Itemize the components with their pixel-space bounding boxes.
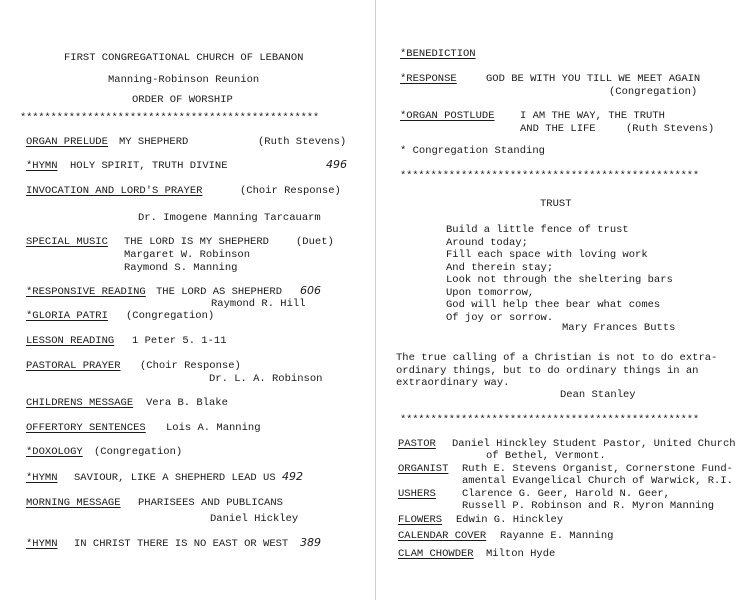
pastoral-prayer-note: (Choir Response) bbox=[140, 360, 241, 372]
response-note: (Congregation) bbox=[609, 86, 698, 98]
quote-line: ordinary things, but to do ordinary things in an bbox=[396, 365, 699, 377]
separator: ************************************************* bbox=[400, 414, 699, 426]
pastoral-prayer-leader: Dr. L. A. Robinson bbox=[209, 373, 323, 385]
organ-prelude-title: MY SHEPHERD bbox=[119, 136, 189, 148]
offertory-label: OFFERTORY SENTENCES bbox=[26, 422, 146, 434]
separator: ************************************************* bbox=[20, 112, 319, 124]
poem-title: TRUST bbox=[540, 198, 572, 210]
pastor-label: PASTOR bbox=[398, 438, 436, 450]
poem-line: Fill each space with loving work bbox=[446, 249, 648, 261]
response-label: *RESPONSE bbox=[400, 73, 457, 85]
pastoral-prayer-label: PASTORAL PRAYER bbox=[26, 360, 121, 372]
separator: ************************************************* bbox=[400, 170, 699, 182]
responsive-reading-label: *RESPONSIVE READING bbox=[26, 286, 146, 298]
poem-line: Upon tomorrow, bbox=[446, 287, 535, 299]
hymn-title: SAVIOUR, LIKE A SHEPHERD LEAD US bbox=[74, 472, 276, 484]
special-music-label: SPECIAL MUSIC bbox=[26, 236, 108, 248]
invocation-note: (Choir Response) bbox=[240, 185, 341, 197]
special-music-title: THE LORD IS MY SHEPHERD bbox=[124, 236, 269, 248]
hymn-number: 492 bbox=[282, 470, 303, 483]
clam-chowder-value: Milton Hyde bbox=[486, 548, 556, 560]
right-page bbox=[375, 0, 750, 600]
clam-chowder-label: CLAM CHOWDER bbox=[398, 548, 474, 560]
poem-line: Of joy or sorrow. bbox=[446, 312, 554, 324]
poem-line: Around today; bbox=[446, 237, 528, 249]
quote-author: Dean Stanley bbox=[560, 389, 636, 401]
standing-note: * Congregation Standing bbox=[400, 145, 545, 157]
lesson-reading-label: LESSON READING bbox=[26, 335, 115, 347]
organ-postlude-title: I AM THE WAY, THE TRUTH bbox=[520, 110, 665, 122]
poem-author: Mary Frances Butts bbox=[562, 322, 676, 334]
hymn-title: HOLY SPIRIT, TRUTH DIVINE bbox=[70, 160, 228, 172]
gloria-patri-label: *GLORIA PATRI bbox=[26, 310, 108, 322]
calendar-cover-label: CALENDAR COVER bbox=[398, 530, 487, 542]
offertory-leader: Lois A. Manning bbox=[166, 422, 261, 434]
hymn-label: *HYMN bbox=[26, 472, 58, 484]
organist-label: ORGANIST bbox=[398, 463, 449, 475]
benediction-label: *BENEDICTION bbox=[400, 48, 476, 60]
doxology-note: (Congregation) bbox=[94, 446, 183, 458]
hymn-label: *HYMN bbox=[26, 538, 58, 550]
organ-prelude-performer: (Ruth Stevens) bbox=[258, 136, 347, 148]
quote-line: The true calling of a Christian is not to do extra- bbox=[396, 352, 718, 364]
poem-line: And therein stay; bbox=[446, 262, 554, 274]
calendar-cover-value: Rayanne E. Manning bbox=[500, 530, 614, 542]
poem-line: God will help thee bear what comes bbox=[446, 299, 661, 311]
order-title: ORDER OF WORSHIP bbox=[132, 94, 233, 106]
invocation-label: INVOCATION AND LORD'S PRAYER bbox=[26, 185, 203, 197]
quote-line: extraordinary way. bbox=[396, 377, 510, 389]
ushers-value-cont: Russell P. Robinson and R. Myron Manning bbox=[462, 500, 715, 512]
flowers-label: FLOWERS bbox=[398, 514, 443, 526]
organ-postlude-title-cont: AND THE LIFE bbox=[520, 123, 596, 135]
doxology-label: *DOXOLOGY bbox=[26, 446, 83, 458]
hymn-number: 496 bbox=[326, 158, 347, 171]
invocation-leader: Dr. Imogene Manning Tarcauarm bbox=[138, 212, 321, 224]
hymn-title: IN CHRIST THERE IS NO EAST OR WEST bbox=[74, 538, 289, 550]
responsive-reading-title: THE LORD AS SHEPHERD bbox=[156, 286, 283, 298]
responsive-reading-leader: Raymond R. Hill bbox=[211, 298, 306, 310]
organ-postlude-performer: (Ruth Stevens) bbox=[626, 123, 715, 135]
pastor-value-cont: of Bethel, Vermont. bbox=[486, 450, 606, 462]
gloria-patri-note: (Congregation) bbox=[126, 310, 215, 322]
poem-line: Look not through the sheltering bars bbox=[446, 274, 673, 286]
response-title: GOD BE WITH YOU TILL WE MEET AGAIN bbox=[486, 73, 701, 85]
poem-line: Build a little fence of trust bbox=[446, 224, 629, 236]
ushers-label: USHERS bbox=[398, 488, 436, 500]
hymn-label: *HYMN bbox=[26, 160, 58, 172]
responsive-reading-number: 606 bbox=[300, 284, 321, 297]
morning-message-speaker: Daniel Hickley bbox=[210, 513, 299, 525]
ushers-value: Clarence G. Geer, Harold N. Geer, bbox=[462, 488, 670, 500]
special-music-note: (Duet) bbox=[296, 236, 334, 248]
childrens-message-label: CHILDRENS MESSAGE bbox=[26, 397, 134, 409]
organ-postlude-label: *ORGAN POSTLUDE bbox=[400, 110, 495, 122]
pastor-value: Daniel Hinckley Student Pastor, United Church bbox=[452, 438, 736, 450]
organist-value: Ruth E. Stevens Organist, Cornerstone Fund- bbox=[462, 463, 733, 475]
special-music-singer: Raymond S. Manning bbox=[124, 262, 238, 274]
organ-prelude-label: ORGAN PRELUDE bbox=[26, 136, 108, 148]
morning-message-title: PHARISEES AND PUBLICANS bbox=[138, 497, 283, 509]
morning-message-label: MORNING MESSAGE bbox=[26, 497, 121, 509]
lesson-reading-text: 1 Peter 5. 1-11 bbox=[132, 335, 227, 347]
special-music-singer: Margaret W. Robinson bbox=[124, 249, 251, 261]
event-title: Manning-Robinson Reunion bbox=[108, 74, 260, 86]
organist-value-cont: amental Evangelical Church of Warwick, R.I. bbox=[462, 475, 733, 487]
childrens-message-leader: Vera B. Blake bbox=[146, 397, 228, 409]
hymn-number: 389 bbox=[300, 536, 321, 549]
flowers-value: Edwin G. Hinckley bbox=[456, 514, 564, 526]
church-name: FIRST CONGREGATIONAL CHURCH OF LEBANON bbox=[64, 52, 304, 64]
